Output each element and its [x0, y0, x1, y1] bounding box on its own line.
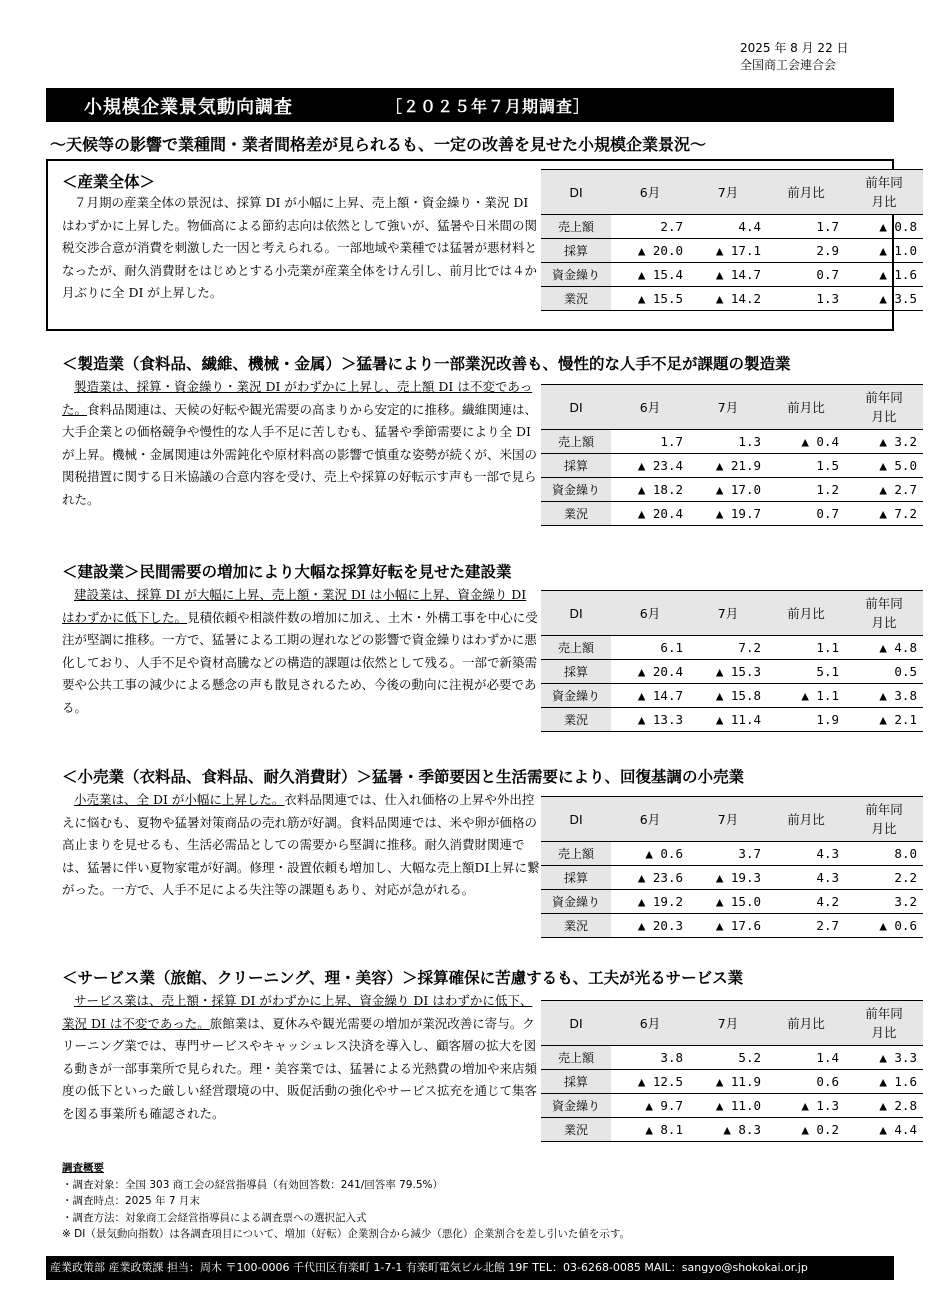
di-value: 3.2 [894, 894, 917, 909]
table-header: 7月 [689, 385, 767, 430]
di-value: 3.8 [660, 1050, 683, 1065]
table-row [541, 842, 923, 866]
di-value: ▲ 19.3 [715, 870, 761, 885]
title-banner [46, 88, 894, 122]
table-header: 7月 [689, 591, 767, 636]
table-row [541, 636, 923, 660]
row-label: 業況 [541, 502, 611, 526]
di-value: ▲ 0.4 [801, 434, 839, 449]
table-header: 前月比 [767, 170, 845, 215]
di-value: ▲ 3.5 [879, 291, 917, 306]
di-value: ▲ 20.0 [637, 243, 683, 258]
di-value: 2.7 [816, 918, 839, 933]
table-header: DI [541, 1001, 611, 1046]
di-value: ▲ 1.0 [879, 243, 917, 258]
table-header: 前月比 [767, 591, 845, 636]
row-label: 資金繰り [541, 263, 611, 287]
table-header: 前年同 月比 [845, 1001, 923, 1046]
table-header: DI [541, 385, 611, 430]
di-value: 4.3 [816, 846, 839, 861]
di-table [541, 1000, 923, 1142]
di-value: ▲ 11.4 [715, 712, 761, 727]
row-label: 採算 [541, 239, 611, 263]
row-label: 資金繰り [541, 684, 611, 708]
section-summary: 小売業は、全 DI が小幅に上昇した。 [74, 792, 285, 807]
di-value: 1.4 [816, 1050, 839, 1065]
contact-footer: 産業政策部 産業政策課 担当：周木 〒100-0006 千代田区有楽町 1-7-1 有楽町電気ビル北館 19F TEL：03-6268-0085 MAIL：sangyo@shokokai.or.jp [46, 1256, 894, 1280]
di-value: 2.2 [894, 870, 917, 885]
row-label: 業況 [541, 287, 611, 311]
di-value: 1.7 [816, 219, 839, 234]
di-value: ▲ 21.9 [715, 458, 761, 473]
table-header: 前月比 [767, 1001, 845, 1046]
table-header: 7月 [689, 1001, 767, 1046]
row-label: 売上額 [541, 215, 611, 239]
di-value: ▲ 23.6 [637, 870, 683, 885]
survey-line: ※ DI（景気動向指数）は各調査項目について、増加（好転）企業割合から減少（悪化）企業割合を差し引いた値を示す。 [62, 1228, 631, 1240]
di-value: ▲ 1.1 [801, 688, 839, 703]
report-subtitle: ～天候等の影響で業種間・業者間格差が見られるも、一定の改善を見せた小規模企業景況～ [50, 135, 707, 154]
section-summary: サービス業は、売上額・採算 DI がわずかに上昇、資金繰り DI はわずかに低下、業況 DI は不変であった。 [62, 993, 533, 1031]
di-value: 0.7 [816, 267, 839, 282]
table-row [541, 708, 923, 732]
table-header: 6月 [611, 797, 689, 842]
di-value: ▲ 14.2 [715, 291, 761, 306]
row-label: 資金繰り [541, 890, 611, 914]
survey-title: 調査概要 [62, 1162, 104, 1174]
section-summary: 建設業は、採算 DI が大幅に上昇、売上額・業況 DI は小幅に上昇、資金繰り DI はわずかに低下した。 [62, 587, 527, 625]
section-heading: ＜小売業（衣料品、食料品、耐久消費財）＞猛暑・季節要因と生活需要により、回復基調の小売業 [62, 768, 745, 786]
di-value: ▲ 4.8 [879, 640, 917, 655]
section-detail: ７月期の産業全体の景況は、採算 DI が小幅に上昇、売上額・資金繰り・業況 DI はわずかに上昇した。物価高による節約志向は依然として強いが、猛暑や日米間の関税交渉合意が消費を刺激した一因と考えられる。一部地域や業種では猛暑が悪材料となったが、耐久消費財をはじめとする小売業が産業全体をけん引し、前月比では４か月ぶりに全 DI が上昇した。 [62, 195, 538, 300]
row-label: 資金繰り [541, 1094, 611, 1118]
di-value: ▲ 2.1 [879, 712, 917, 727]
di-value: 4.3 [816, 870, 839, 885]
di-value: 4.2 [816, 894, 839, 909]
row-label: 売上額 [541, 430, 611, 454]
di-value: 6.1 [660, 640, 683, 655]
table-header: 前年同 月比 [845, 170, 923, 215]
di-table [541, 590, 923, 732]
issue-date: 2025 年 8 月 22 日 [740, 41, 849, 55]
di-value: ▲ 15.8 [715, 688, 761, 703]
di-value: ▲ 11.9 [715, 1074, 761, 1089]
table-header: 前年同 月比 [845, 591, 923, 636]
table-row [541, 454, 923, 478]
table-row [541, 660, 923, 684]
di-value: ▲ 17.6 [715, 918, 761, 933]
section-heading: ＜サービス業（旅館、クリーニング、理・美容）＞採算確保に苦慮するも、工夫が光るサービス業 [62, 969, 744, 987]
di-value: ▲ 12.5 [637, 1074, 683, 1089]
row-label: 採算 [541, 660, 611, 684]
table-header: 7月 [689, 170, 767, 215]
di-value: ▲ 15.0 [715, 894, 761, 909]
di-value: ▲ 3.2 [879, 434, 917, 449]
table-header: 6月 [611, 385, 689, 430]
di-value: 1.3 [816, 291, 839, 306]
di-value: 1.9 [816, 712, 839, 727]
table-row [541, 1070, 923, 1094]
survey-line: ・調査時点：2025 年 7 月末 [62, 1195, 200, 1207]
section-body [62, 584, 542, 719]
di-value: ▲ 4.4 [879, 1122, 917, 1137]
table-row [541, 287, 923, 311]
di-value: 3.7 [738, 846, 761, 861]
survey-overview [62, 1160, 882, 1243]
di-value: ▲ 8.1 [645, 1122, 683, 1137]
table-row [541, 684, 923, 708]
table-header: 前月比 [767, 385, 845, 430]
di-value: 1.1 [816, 640, 839, 655]
di-value: 8.0 [894, 846, 917, 861]
di-value: ▲ 3.8 [879, 688, 917, 703]
survey-line: ・調査対象：全国 303 商工会の経営指導員（有効回答数：241/回答率 79.5%） [62, 1178, 443, 1191]
section-detail: 食料品関連は、天候の好転や観光需要の高まりから安定的に推移。繊維関連は、大手企業との価格競争や慢性的な人手不足に苦しむも、猛暑や季節需要により全 DI が上昇。機械・金属関連は外需鈍化や原材料高の影響で慎重な姿勢が続くが、米国の関税措置に関する日米協議の合意内容を受け、売上や採算の好転示す声も一部で見られた。 [62, 401, 538, 507]
row-label: 売上額 [541, 842, 611, 866]
di-value: ▲ 0.8 [879, 219, 917, 234]
row-label: 業況 [541, 914, 611, 938]
di-value: ▲ 7.2 [879, 506, 917, 521]
section-body [62, 990, 542, 1125]
di-value: ▲ 3.3 [879, 1050, 917, 1065]
table-header: 6月 [611, 170, 689, 215]
di-value: ▲ 15.5 [637, 291, 683, 306]
section-detail: 衣料品関連では、仕入れ価格の上昇や外出控えに悩むも、夏物や猛暑対策商品の売れ筋が好調。食料品関連では、米や卵が価格の高止まりを見せるも、生活必需品としての需要から堅調に推移。耐久消費財関連では、猛暑に伴い夏物家電が好調。修理・設置依頼も増加し、大幅な売上額DI上昇に繋がった。一方で、人手不足による失注等の課題もあり、対応が急がれる。 [62, 792, 540, 897]
di-value: ▲ 0.2 [801, 1122, 839, 1137]
di-value: ▲ 23.4 [637, 458, 683, 473]
organization: 全国商工会連合会 [740, 58, 837, 72]
di-value: 1.7 [660, 434, 683, 449]
row-label: 売上額 [541, 636, 611, 660]
di-value: 0.7 [816, 506, 839, 521]
di-value: ▲ 20.3 [637, 918, 683, 933]
di-value: ▲ 18.2 [637, 482, 683, 497]
row-label: 業況 [541, 1118, 611, 1142]
table-row [541, 215, 923, 239]
section-summary: 製造業は、採算・資金繰り・業況 DI がわずかに上昇し、売上額 DI は不変であった。 [62, 379, 533, 417]
di-value: ▲ 15.3 [715, 664, 761, 679]
row-label: 資金繰り [541, 478, 611, 502]
di-table [541, 796, 923, 938]
table-row [541, 1118, 923, 1142]
di-value: ▲ 17.1 [715, 243, 761, 258]
section-body [62, 376, 542, 511]
table-row [541, 478, 923, 502]
table-row [541, 866, 923, 890]
di-value: ▲ 5.0 [879, 458, 917, 473]
section-heading: ＜製造業（食料品、繊維、機械・金属）＞猛暑により一部業況改善も、慢性的な人手不足が課題の製造業 [62, 355, 791, 373]
table-header: 6月 [611, 591, 689, 636]
di-value: 1.5 [816, 458, 839, 473]
table-header: 前年同 月比 [845, 385, 923, 430]
row-label: 売上額 [541, 1046, 611, 1070]
di-value: 0.5 [894, 664, 917, 679]
di-value: ▲ 14.7 [637, 688, 683, 703]
di-value: 1.2 [816, 482, 839, 497]
di-value: 2.7 [660, 219, 683, 234]
table-header: 前年同 月比 [845, 797, 923, 842]
table-row [541, 430, 923, 454]
row-label: 採算 [541, 866, 611, 890]
di-value: ▲ 0.6 [645, 846, 683, 861]
di-value: ▲ 13.3 [637, 712, 683, 727]
section-heading: ＜建設業＞民間需要の増加により大幅な採算好転を見せた建設業 [62, 563, 512, 581]
table-header: 6月 [611, 1001, 689, 1046]
di-value: ▲ 11.0 [715, 1098, 761, 1113]
table-row [541, 1046, 923, 1070]
date-block [740, 40, 870, 74]
di-value: 5.2 [738, 1050, 761, 1065]
row-label: 採算 [541, 1070, 611, 1094]
survey-line: ・調査方法：対象商工会経営指導員による調査票への選択記入式 [62, 1211, 367, 1224]
table-row [541, 1094, 923, 1118]
row-label: 採算 [541, 454, 611, 478]
di-value: ▲ 1.6 [879, 267, 917, 282]
table-header: 前月比 [767, 797, 845, 842]
table-row [541, 263, 923, 287]
di-value: ▲ 17.0 [715, 482, 761, 497]
table-header: DI [541, 170, 611, 215]
di-value: ▲ 20.4 [637, 664, 683, 679]
di-value: ▲ 1.6 [879, 1074, 917, 1089]
di-value: 7.2 [738, 640, 761, 655]
di-value: ▲ 0.6 [879, 918, 917, 933]
section-detail: 旅館業は、夏休みや観光需要の増加が業況改善に寄与。クリーニング業では、専門サービスやキャッシュレス決済を導入し、顧客層の拡大を図る動きが一部事業所で見られた。理・美容業では、猛暑による光熱費の増加や来店頻度の低下といった厳しい経営環境の中、販促活動の強化やサービス拡充を通じて集客を図る事業所も確認された。 [62, 1015, 538, 1121]
di-value: ▲ 8.3 [723, 1122, 761, 1137]
report-period: ［２０２５年７月期調査］ [386, 97, 591, 116]
report-title: 小規模企業景気動向調査 [84, 97, 293, 118]
table-row [541, 914, 923, 938]
di-value: 0.6 [816, 1074, 839, 1089]
di-value: ▲ 14.7 [715, 267, 761, 282]
di-value: ▲ 2.7 [879, 482, 917, 497]
section-body [62, 789, 542, 902]
table-header: DI [541, 591, 611, 636]
table-row [541, 890, 923, 914]
di-table [541, 384, 923, 526]
di-table [541, 169, 923, 311]
section-body [62, 192, 542, 305]
section-detail: 見積依頼や相談件数の増加に加え、土木・外構工事を中心に受注が堅調に推移。一方で、猛暑による工期の遅れなどの影響で資金繰りはわずかに悪化しており、人手不足や資材高騰などの構造的課題は依然として残る。一部で新築需要や公共工事の減少による懸念の声も散見されるため、今後の動向に注視が必要である。 [62, 609, 538, 715]
table-row [541, 502, 923, 526]
section-heading: ＜産業全体＞ [62, 173, 156, 191]
di-value: 1.3 [738, 434, 761, 449]
table-header: DI [541, 797, 611, 842]
table-header: 7月 [689, 797, 767, 842]
di-value: 5.1 [816, 664, 839, 679]
row-label: 業況 [541, 708, 611, 732]
di-value: ▲ 9.7 [645, 1098, 683, 1113]
di-value: ▲ 19.7 [715, 506, 761, 521]
di-value: ▲ 15.4 [637, 267, 683, 282]
di-value: ▲ 1.3 [801, 1098, 839, 1113]
di-value: ▲ 2.8 [879, 1098, 917, 1113]
di-value: 4.4 [738, 219, 761, 234]
table-row [541, 239, 923, 263]
di-value: ▲ 19.2 [637, 894, 683, 909]
di-value: ▲ 20.4 [637, 506, 683, 521]
di-value: 2.9 [816, 243, 839, 258]
